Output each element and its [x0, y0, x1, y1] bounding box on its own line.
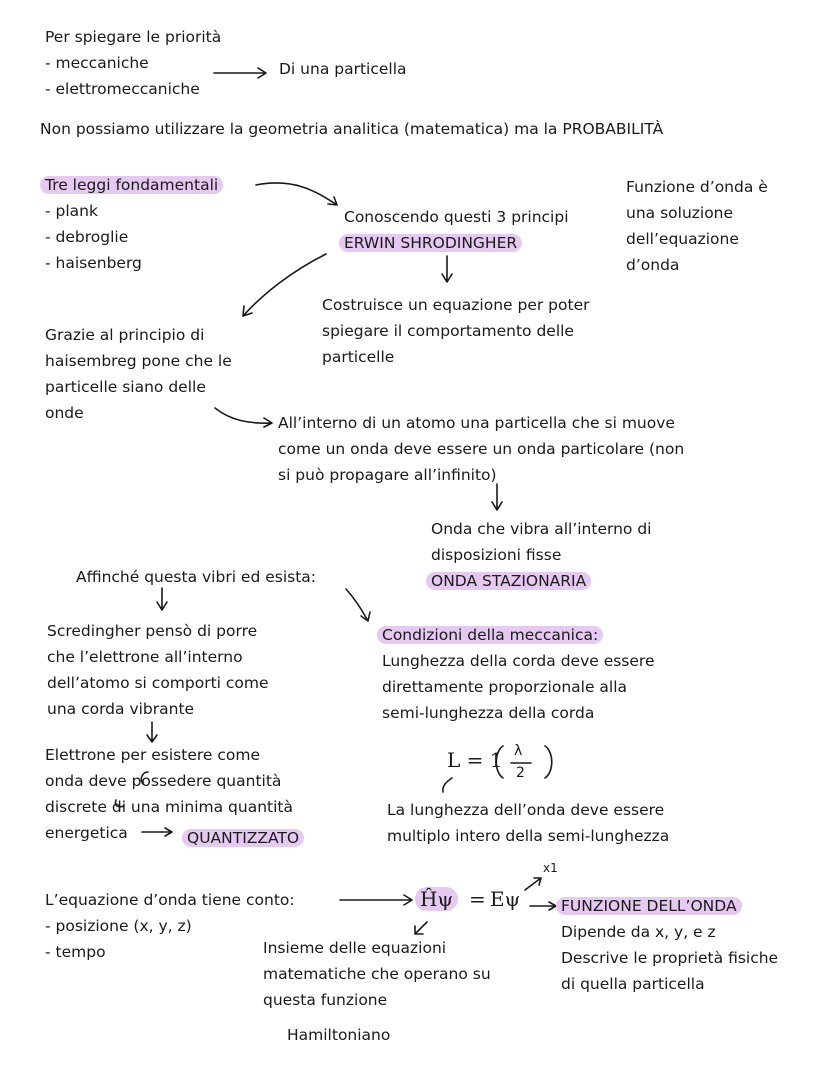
equation-rhs-text: Eψ — [490, 887, 521, 911]
standing-wave-label — [431, 568, 591, 594]
wave-note-line-3: dell’equazione — [626, 230, 739, 248]
arrow-question-to-conditions — [346, 589, 370, 621]
quantized-highlight: QUANTIZZATO — [182, 829, 304, 847]
standing-wave-highlight: ONDA STAZIONARIA — [426, 572, 591, 590]
function-desc-3: di quella particella — [561, 975, 705, 993]
equation-item-1: - posizione (x, y, z) — [45, 917, 192, 935]
equation-intro: L’equazione d’onda tiene conto: — [45, 891, 295, 909]
intro-statement: Non possiamo utilizzare la geometria analitica (matematica) ma la PROBABILITÀ — [40, 120, 664, 138]
arrow-schrodinger-down — [442, 256, 452, 282]
atom-note-line-3: si può propagare all’infinito) — [278, 466, 497, 484]
law-item-debroglie: - debroglie — [45, 228, 129, 246]
condition-right-title-highlight: Condizioni della meccanica: — [377, 626, 603, 644]
quantized-label — [187, 825, 304, 851]
laws-title-highlight: Tre leggi fondamentali — [40, 176, 223, 194]
formula-note-2: multiplo intero della semi-lunghezza — [387, 827, 670, 845]
function-label-highlight: FUNZIONE DELL’ONDA — [556, 897, 742, 915]
laws-title — [45, 172, 223, 198]
equation-rhs — [490, 886, 520, 912]
wave-note-line-1: Funzione d’onda è — [626, 178, 768, 196]
heisenberg-note-line-4: onde — [45, 404, 84, 422]
arrow-to-quantized — [142, 828, 172, 836]
arrow-question-down — [157, 588, 167, 610]
schrodinger-line-1: Conoscendo questi 3 principi — [344, 208, 569, 226]
heisenberg-note-line-1: Grazie al principio di — [45, 326, 205, 344]
schrodinger-eq-line-1: Costruisce un equazione per poter — [322, 296, 590, 314]
condition-left-4: una corda vibrante — [47, 700, 195, 718]
schrodinger-eq-line-3: particelle — [322, 348, 395, 366]
law-item-haisenberg: - haisenberg — [45, 254, 142, 272]
atom-note-line-2: come un onda deve essere un onda particolare (non — [278, 440, 685, 458]
formula-note-1: La lunghezza dell’onda deve essere — [387, 801, 665, 819]
schrodinger-eq-line-2: spiegare il comportamento delle — [322, 322, 574, 340]
function-label — [561, 893, 742, 919]
standing-wave-line-1: Onda che vibra all’interno di — [431, 520, 652, 538]
function-desc-1: Dipende da x, y, e z — [561, 923, 716, 941]
operator-line-3: questa funzione — [263, 991, 388, 1009]
law-item-plank: - plank — [45, 202, 98, 220]
condition-left-1: Scredingher pensò di porre — [47, 622, 258, 640]
arrow-formula-down — [443, 778, 452, 792]
arrow-to-atom — [215, 408, 272, 427]
hamiltonian-symbol — [420, 886, 458, 912]
intro-line-1: Per spiegare le priorità — [45, 28, 222, 46]
intro-line-3: - elettromeccaniche — [45, 80, 200, 98]
quantized-line-3: discrete di una minima quantità — [45, 798, 293, 816]
equation-annotation: x1 — [543, 861, 558, 875]
formula-numerator: λ — [514, 743, 523, 759]
heisenberg-note-line-3: particelle siano delle — [45, 378, 206, 396]
condition-left-3: dell’atomo si comporti come — [47, 674, 269, 692]
operator-line-2: matematiche che operano su — [263, 965, 491, 983]
equation-item-2: - tempo — [45, 943, 106, 961]
condition-right-title — [382, 622, 603, 648]
intro-line-2: - meccaniche — [45, 54, 149, 72]
condition-question: Affinché questa vibri ed esista: — [76, 568, 317, 586]
heisenberg-note-line-2: haisembreg pone che le — [45, 352, 232, 370]
condition-right-3: semi-lunghezza della corda — [382, 704, 595, 722]
arrow-left-down — [147, 722, 157, 742]
arrow-intro — [214, 68, 266, 78]
wave-note-line-4: d’onda — [626, 256, 680, 274]
condition-right-1: Lunghezza della corda deve essere — [382, 652, 655, 670]
equation-equals: = — [469, 887, 486, 911]
formula-right-paren — [545, 746, 552, 778]
hamiltonian-highlight: Ĥψ — [415, 887, 458, 911]
quantized-line-1: Elettrone per esistere come — [45, 746, 261, 764]
schrodinger-name — [344, 230, 522, 256]
arrow-equation — [340, 895, 412, 905]
operator-line-1: Insieme delle equazioni — [263, 939, 447, 957]
intro-arrow-target: Di una particella — [279, 60, 407, 78]
schrodinger-name-highlight: ERWIN SHRODINGHER — [339, 234, 522, 252]
quantized-line-2: onda deve possedere quantità — [45, 772, 282, 790]
formula-denominator: 2 — [516, 765, 525, 781]
arrow-laws-to-schrodinger — [256, 183, 337, 205]
atom-note-line-1: All’interno di un atomo una particella che si muove — [278, 414, 675, 432]
arrow-x1 — [525, 878, 541, 890]
formula-lhs: L = 1 — [447, 748, 503, 772]
quantized-line-4: energetica — [45, 824, 128, 842]
operator-name: Hamiltoniano — [287, 1026, 391, 1044]
arrow-to-function — [530, 902, 556, 910]
condition-left-2: che l’elettrone all’interno — [47, 648, 243, 666]
condition-right-2: direttamente proporzionale alla — [382, 678, 628, 696]
wave-note-line-2: una soluzione — [626, 204, 734, 222]
function-desc-2: Descrive le proprietà fisiche — [561, 949, 779, 967]
arrow-operator-down — [415, 922, 427, 934]
arrow-to-heisenberg-note — [243, 254, 326, 316]
standing-wave-line-2: disposizioni fisse — [431, 546, 562, 564]
